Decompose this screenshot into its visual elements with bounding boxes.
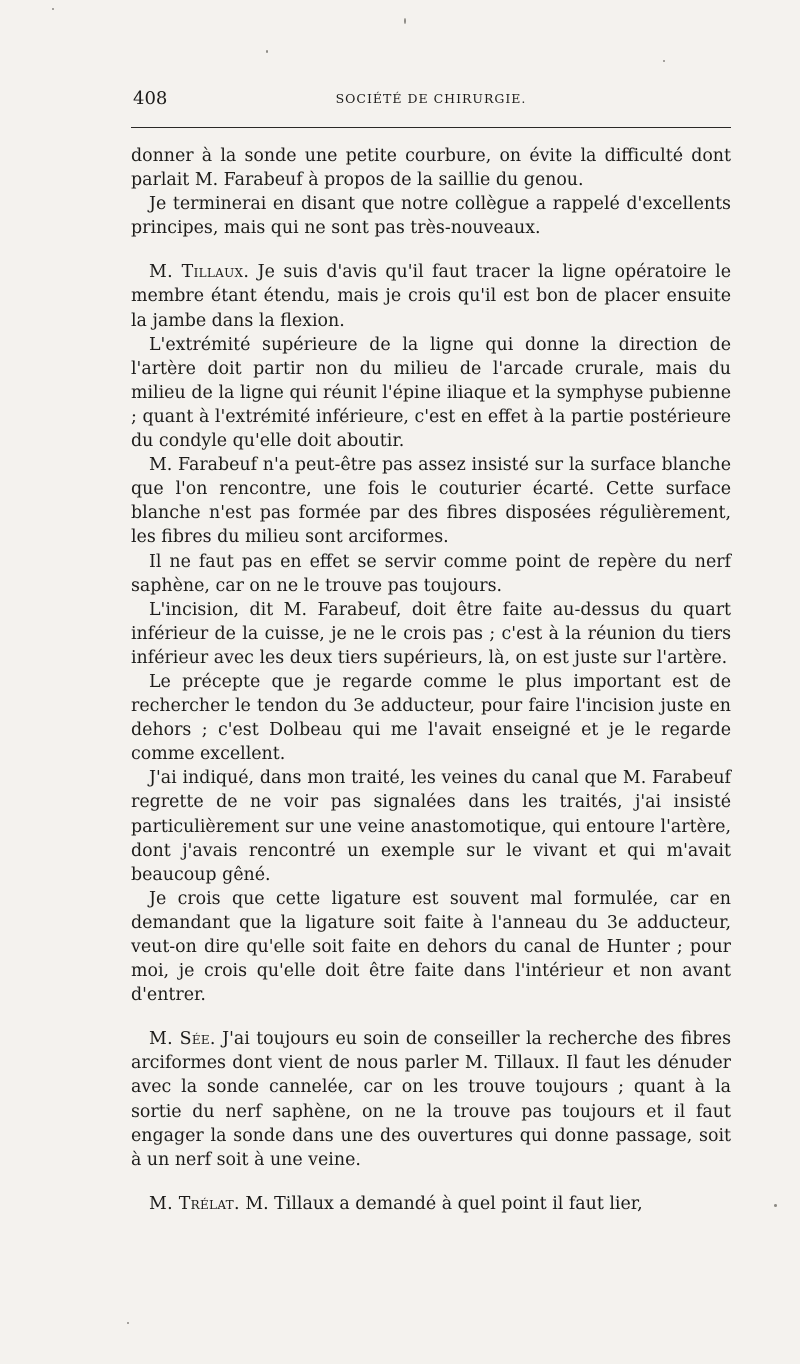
paragraph [131,260,731,332]
page-number: 408 [133,88,168,109]
paragraph-text: L'incision, dit M. Farabeuf, doit être faite au-dessus du quart inférieur de la cuisse, je ne le crois pas ; c'est à la réunion du tiers inférieur avec les deux tiers supérieurs, là, on est juste sur l'artère. [131,599,731,668]
paper-speck [774,1204,777,1207]
speaker-name: M. Tillaux. [149,262,250,283]
paragraph-text: Le précepte que je regarde comme le plus important est de rechercher le tendon du 3e adducteur, pour faire l'incision juste en dehors ; c'est Dolbeau qui me l'avait enseigné et je le regarde comme excellent. [131,671,731,765]
header-rule [131,127,731,128]
paragraph [131,1027,731,1172]
paper-speck [663,60,665,62]
paper-speck [404,18,406,24]
paragraph-text: Je suis d'avis qu'il faut tracer la ligne opératoire le membre étant étendu, mais je crois qu'il est bon de placer ensuite la jambe dans la flexion. [131,262,731,331]
paper-speck [266,50,268,53]
paper-speck [127,1322,129,1324]
speaker-name: M. Trélat. [149,1193,240,1214]
running-title: SOCIÉTÉ DE CHIRURGIE. [335,91,527,106]
paper-speck [52,8,54,10]
paragraph [131,550,731,598]
paragraph-text: M. Tillaux a demandé à quel point il faut lier, [245,1193,643,1214]
paragraph [131,670,731,766]
paragraph-text: Il ne faut pas en effet se servir comme point de repère du nerf saphène, car on ne le trouve pas toujours. [131,551,731,596]
paragraph-text: Je terminerai en disant que notre collègue a rappelé d'excellents principes, mais qui ne sont pas très-nouveaux. [131,194,731,239]
paragraph [131,887,731,1007]
paragraph [131,333,731,453]
paragraph [131,453,731,549]
paragraph [131,1192,731,1216]
paragraph [131,766,731,886]
document-page [131,88,731,1216]
paragraph-text: J'ai toujours eu soin de conseiller la recherche des fibres arciformes dont vient de nous parler M. Tillaux. Il faut les dénuder avec la sonde cannelée, car on les trouve toujours ; quant à la sortie du nerf saphène, on ne la trouve pas toujours et il faut engager la sonde dans une des ouvertures qui donne passage, soit à un nerf soit à une veine. [131,1029,731,1170]
paragraph [131,144,731,192]
paragraph-text: J'ai indiqué, dans mon traité, les veines du canal que M. Farabeuf regrette de ne voir pas signalées dans les traités, j'ai insisté particulièrement sur une veine anastomotique, qui entoure l'artère, dont j'avais rencontré un exemple sur le vivant et qui m'avait beaucoup gêné. [131,768,731,885]
paragraph-text: M. Farabeuf n'a peut-être pas assez insisté sur la surface blanche que l'on rencontre, une fois le couturier écarté. Cette surface blanche n'est pas formée par des fibres disposées régulièrement, les fibres du milieu sont arciformes. [131,455,731,548]
paragraph-text: Je crois que cette ligature est souvent mal formulée, car en demandant que la ligature soit faite à l'anneau du 3e adducteur, veut-on dire qu'elle soit faite en dehors du canal de Hunter ; pour moi, je crois qu'elle doit être faite dans l'intérieur et non avant d'entrer. [131,888,731,1006]
running-head [131,88,731,112]
paragraph-text: donner à la sonde une petite courbure, on évite la difficulté dont parlait M. Farabeuf à propos de la saillie du genou. [131,146,731,191]
speaker-name: M. Sée. [149,1029,216,1050]
body-text [131,144,731,1216]
paragraph [131,598,731,670]
paragraph [131,192,731,240]
paragraph-text: L'extrémité supérieure de la ligne qui donne la direction de l'artère doit partir non du milieu de l'arcade crurale, mais du milieu de la ligne qui réunit l'épine iliaque et la symphyse pubienne ; quant à l'extrémité inférieure, c'est en effet à la partie postérieure du condyle qu'elle doit aboutir. [131,334,731,452]
